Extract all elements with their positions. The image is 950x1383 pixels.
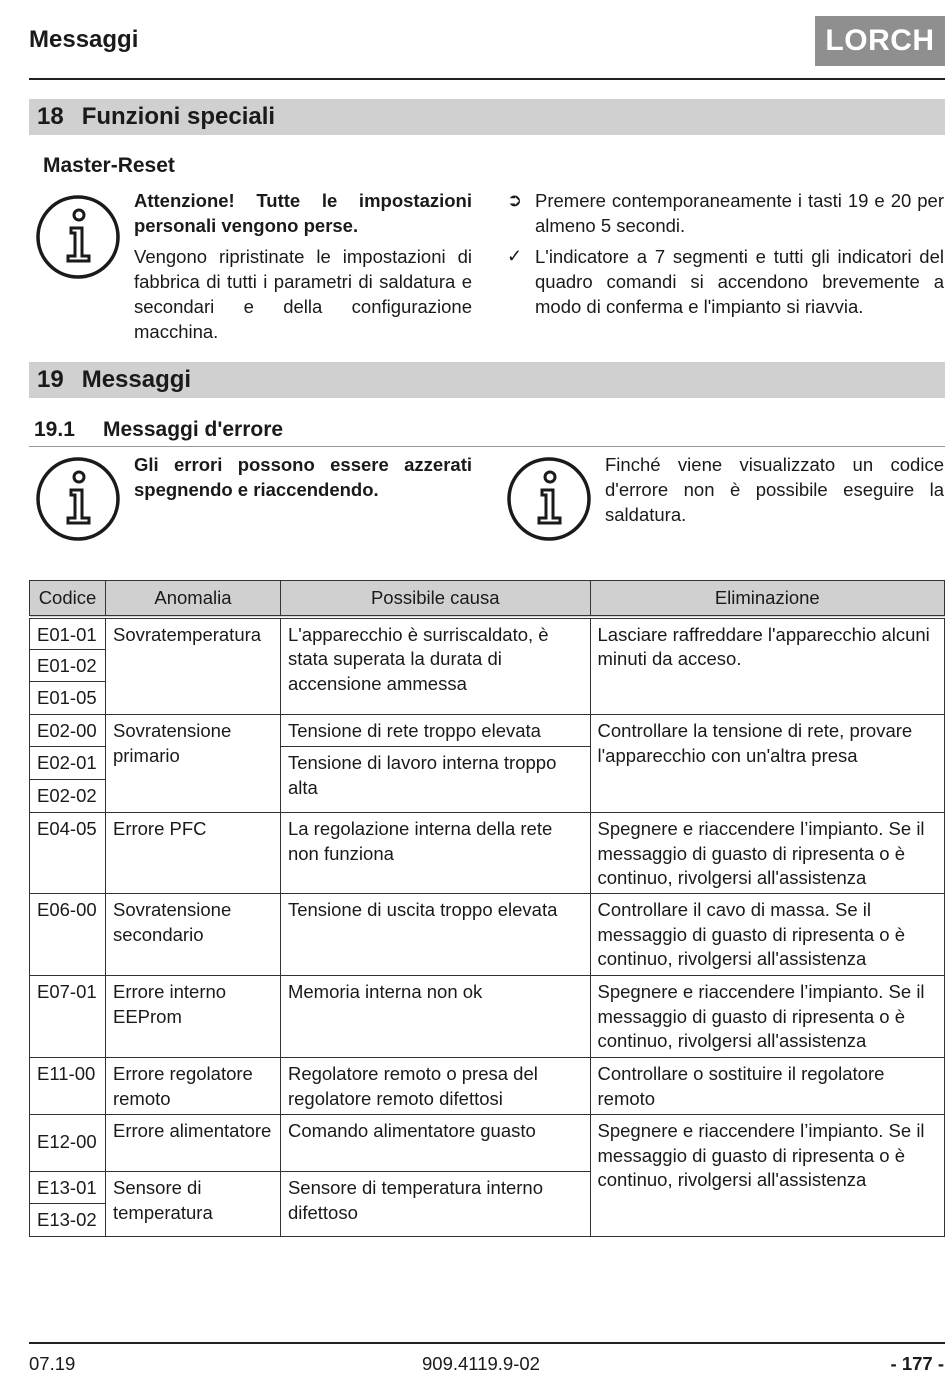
footer-divider <box>29 1342 945 1344</box>
cause-cell: Comando alimentatore guasto <box>280 1115 590 1172</box>
remedy-cell: Controllare o sostituire il regolatore remoto <box>590 1058 944 1115</box>
remedy-cell: Spegnere e riaccendere l’impianto. Se il messaggio di guasto di ripresenta o è continuo, rivolgersi all'assistenza <box>590 976 944 1058</box>
section-18-title: Funzioni speciali <box>81 103 276 130</box>
subsection-19-1-number: 19.1 <box>34 418 75 441</box>
table-row <box>30 976 945 1058</box>
error-code: E02-00 <box>30 715 106 747</box>
cause-cell: L'apparecchio è surriscaldato, è stata superata la durata di accensione ammessa <box>280 617 590 715</box>
section-18-heading <box>29 99 945 135</box>
section-19-number: 19 <box>37 366 64 393</box>
error-code: E12-00 <box>30 1115 106 1172</box>
error-code: E01-02 <box>30 650 106 682</box>
cause-cell: Tensione di uscita troppo elevata <box>280 894 590 976</box>
page-number: - 177 - <box>890 1353 944 1374</box>
column-header-code: Codice <box>30 581 106 617</box>
error-code: E02-02 <box>30 780 106 813</box>
error-code: E01-05 <box>30 682 106 715</box>
remedy-cell: Spegnere e riaccendere l’impianto. Se il messaggio di guasto di ripresenta o è continuo, rivolgersi all'assistenza <box>590 1115 944 1237</box>
action-arrow-icon: ➲ <box>507 190 523 210</box>
cause-cell: Tensione di lavoro interna troppo alta <box>280 747 590 813</box>
column-header-anomaly: Anomalia <box>105 581 280 617</box>
master-reset-step-text: Premere contemporaneamente i tasti 19 e 20 per almeno 5 secondi. <box>535 190 944 236</box>
error-code: E13-01 <box>30 1172 106 1204</box>
subsection-19-1-heading <box>34 418 283 442</box>
column-header-cause: Possibile causa <box>280 581 590 617</box>
cause-cell: Tensione di rete troppo elevata <box>280 715 590 747</box>
page-header-title: Messaggi <box>29 26 139 53</box>
error-code: E02-01 <box>30 747 106 780</box>
error-code: E07-01 <box>30 976 106 1058</box>
anomaly-cell: Errore regolatore remoto <box>105 1058 280 1115</box>
table-row <box>30 1115 945 1172</box>
master-reset-result-text: L'indicatore a 7 segmenti e tutti gli indicatori del quadro comandi si accendono brevemente a modo di conferma e l'impianto si riavvia. <box>535 246 944 317</box>
master-reset-heading: Master-Reset <box>43 154 175 177</box>
checkmark-icon: ✓ <box>507 246 523 266</box>
anomaly-cell: Sovratemperatura <box>105 617 280 715</box>
footer-doc-number: 909.4119.9-02 <box>422 1353 540 1374</box>
lorch-logo: LORCH <box>815 16 945 66</box>
anomaly-cell: Sensore di temperatura <box>105 1172 280 1237</box>
master-reset-step <box>507 188 944 238</box>
info-icon <box>35 194 121 280</box>
remedy-cell: Controllare il cavo di massa. Se il messaggio di guasto di ripresenta o è continuo, rivolgersi all'assistenza <box>590 894 944 976</box>
info-icon <box>35 456 121 542</box>
table-row <box>30 894 945 976</box>
table-row <box>30 617 945 650</box>
error-messages-table <box>29 580 945 1237</box>
cause-cell: Regolatore remoto o presa del regolatore remoto difettosi <box>280 1058 590 1115</box>
table-row <box>30 813 945 894</box>
table-header-row <box>30 581 945 617</box>
remedy-cell: Controllare la tensione di rete, provare l'apparecchio con un'altra presa <box>590 715 944 813</box>
error-code: E13-02 <box>30 1204 106 1237</box>
error-code: E06-00 <box>30 894 106 976</box>
anomaly-cell: Errore interno EEProm <box>105 976 280 1058</box>
table-row <box>30 715 945 747</box>
remedy-cell: Lasciare raffreddare l'apparecchio alcuni minuti da acceso. <box>590 617 944 715</box>
cause-cell: La regolazione interna della rete non funziona <box>280 813 590 894</box>
section-19-title: Messaggi <box>81 366 192 393</box>
master-reset-result <box>507 244 944 319</box>
info-icon <box>506 456 592 542</box>
anomaly-cell: Sovratensione primario <box>105 715 280 813</box>
subsection-19-1-title: Messaggi d'errore <box>103 418 284 441</box>
anomaly-cell: Errore alimentatore <box>105 1115 280 1172</box>
subsection-divider <box>29 446 945 447</box>
master-reset-description: Vengono ripristinate le impostazioni di fabbrica di tutti i parametri di saldatura e secondari e della configurazione macchina. <box>134 246 472 342</box>
welding-blocked-note: Finché viene visualizzato un codice d'errore non è possibile eseguire la saldatura. <box>605 454 944 525</box>
header-divider <box>29 78 945 80</box>
error-code: E01-01 <box>30 617 106 650</box>
error-code: E11-00 <box>30 1058 106 1115</box>
column-header-remedy: Eliminazione <box>590 581 944 617</box>
reset-note: Gli errori possono essere azzerati spegnendo e riaccendendo. <box>134 454 472 500</box>
master-reset-warning: Attenzione! Tutte le impostazioni personali vengono perse. <box>134 190 472 236</box>
error-code: E04-05 <box>30 813 106 894</box>
table-row <box>30 1058 945 1115</box>
section-18-number: 18 <box>37 103 64 130</box>
cause-cell: Memoria interna non ok <box>280 976 590 1058</box>
remedy-cell: Spegnere e riaccendere l’impianto. Se il messaggio di guasto di ripresenta o è continuo, rivolgersi all'assistenza <box>590 813 944 894</box>
cause-cell: Sensore di temperatura interno difettoso <box>280 1172 590 1237</box>
anomaly-cell: Errore PFC <box>105 813 280 894</box>
anomaly-cell: Sovratensione secondario <box>105 894 280 976</box>
footer-date: 07.19 <box>29 1353 76 1374</box>
section-19-heading <box>29 362 945 398</box>
